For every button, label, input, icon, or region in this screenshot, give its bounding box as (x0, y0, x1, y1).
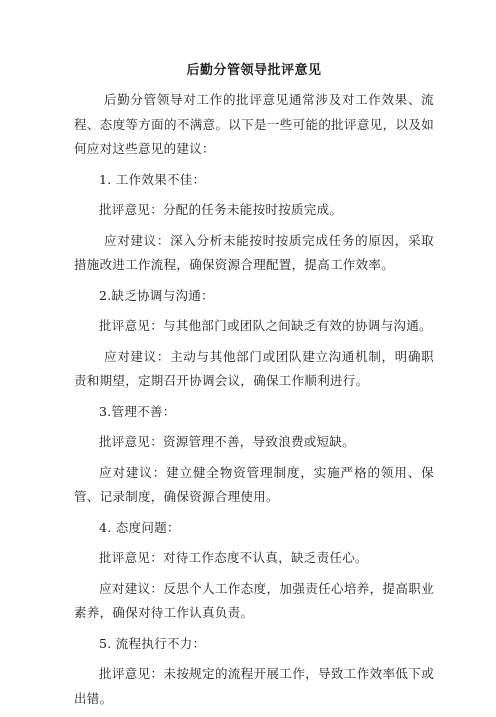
section-heading-3: 3.管理不善： (99, 403, 176, 419)
section-heading-5: 5. 流程执行不力： (99, 635, 206, 651)
suggestion-4: 应对建议：反思个人工作态度，加强责任心培养，提高职业素养，确保对待工作认真负责。 (74, 580, 434, 620)
section-heading-4: 4. 态度问题： (99, 519, 180, 535)
document-page (74, 62, 434, 717)
section-heading-2: 2.缺乏协调与沟通： (99, 287, 214, 303)
intro-paragraph: 后勤分管领导对工作的批评意见通常涉及对工作效果、流程、态度等方面的不满意。以下是一些可能的批评意见，以及如何应对这些意见的建议： (74, 92, 434, 156)
criticism-1: 批评意见：分配的任务未能按时按质完成。 (99, 202, 343, 217)
criticism-3: 批评意见：资源管理不善，导致浪费或短缺。 (99, 434, 356, 449)
section-heading-1: 1. 工作效果不佳： (99, 171, 206, 187)
document-title: 后勤分管领导批评意见 (186, 63, 322, 78)
criticism-2: 批评意见：与其他部门或团队之间缺乏有效的协调与沟通。 (99, 318, 432, 333)
suggestion-2: 应对建议：主动与其他部门或团队建立沟通机制，明确职责和期望，定期召开协调会议，确保工作顺利进行。 (74, 348, 434, 388)
suggestion-1: 应对建议：深入分析未能按时按质完成任务的原因，采取措施改进工作流程，确保资源合理配置，提高工作效率。 (74, 232, 434, 272)
suggestion-3: 应对建议：建立健全物资管理制度，实施严格的领用、保管、记录制度，确保资源合理使用。 (74, 464, 434, 504)
criticism-4: 批评意见：对待工作态度不认真，缺乏责任心。 (99, 550, 368, 565)
criticism-5: 批评意见：未按规定的流程开展工作，导致工作效率低下或出错。 (74, 666, 434, 706)
